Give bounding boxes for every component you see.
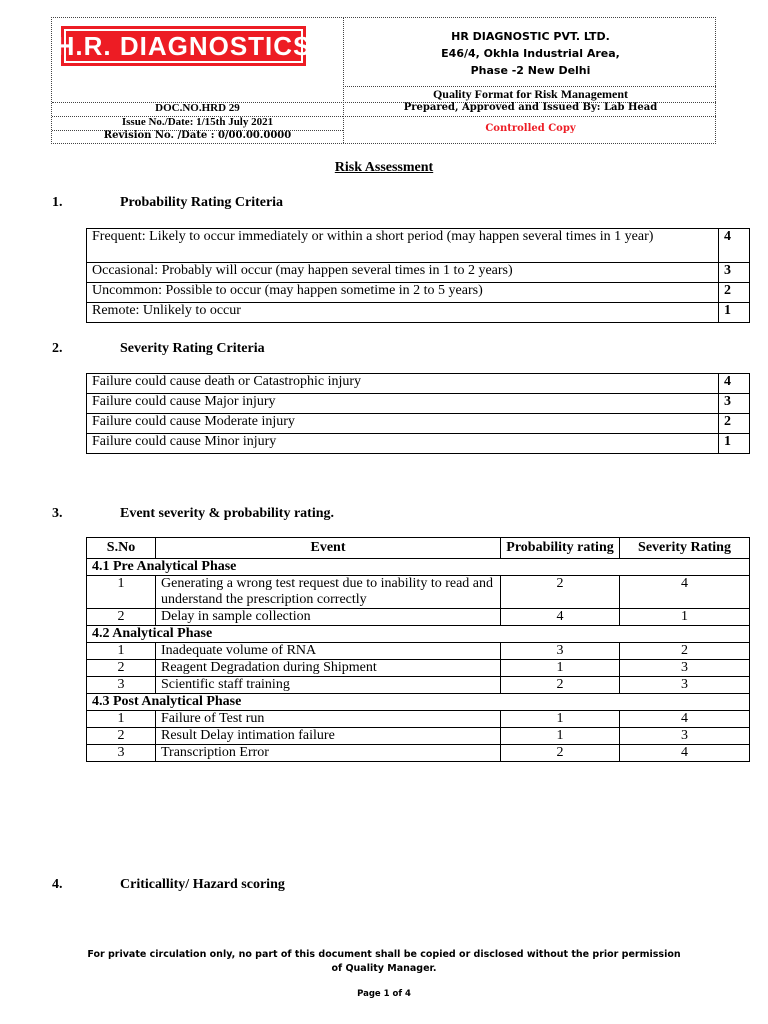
criteria-rating: 4	[719, 229, 750, 263]
event-rating-table	[86, 537, 750, 762]
event-probability: 1	[501, 728, 620, 745]
column-header: S.No	[87, 538, 156, 559]
document-header	[51, 17, 716, 144]
event-sno: 1	[87, 643, 156, 660]
table-header-row	[87, 538, 750, 559]
table-row	[87, 263, 750, 283]
address-line-2: Phase -2 New Delhi	[470, 64, 591, 77]
table-row	[87, 303, 750, 323]
table-row	[87, 394, 750, 414]
event-name: Failure of Test run	[156, 711, 501, 728]
revision-number: Revision No. /Date : 0/00.00.0000	[103, 130, 292, 141]
event-severity: 2	[620, 643, 750, 660]
table-row	[87, 745, 750, 762]
logo-text: H.R. DIAGNOSTICS	[64, 29, 303, 63]
phase-name: 4.3 Post Analytical Phase	[87, 694, 750, 711]
event-severity: 3	[620, 677, 750, 694]
event-probability: 2	[501, 576, 620, 609]
confidentiality-notice	[80, 948, 688, 976]
section-number: 3.	[52, 506, 63, 521]
event-probability: 1	[501, 711, 620, 728]
table-row	[87, 711, 750, 728]
table-row	[87, 677, 750, 694]
phase-row	[87, 626, 750, 643]
format-title: Quality Format for Risk Management	[432, 87, 629, 101]
criteria-desc: Frequent: Likely to occur immediately or within a short period (may happen several times in 1 year)	[87, 229, 719, 263]
criteria-rating: 4	[719, 374, 750, 394]
table-row	[87, 229, 750, 263]
event-severity: 4	[620, 576, 750, 609]
event-sno: 2	[87, 728, 156, 745]
criteria-desc: Remote: Unlikely to occur	[87, 303, 719, 323]
phase-name: 4.2 Analytical Phase	[87, 626, 750, 643]
event-sno: 3	[87, 745, 156, 762]
criteria-desc: Failure could cause death or Catastrophic injury	[87, 374, 719, 394]
probability-criteria-table	[86, 228, 750, 323]
table-row	[87, 660, 750, 677]
page-number: Page 1 of 4	[357, 989, 411, 999]
column-header: Event	[156, 538, 501, 559]
event-name: Scientific staff training	[156, 677, 501, 694]
prepared-by: Prepared, Approved and Issued By: Lab Head	[403, 102, 658, 113]
event-name: Reagent Degradation during Shipment	[156, 660, 501, 677]
event-severity: 3	[620, 660, 750, 677]
event-sno: 1	[87, 576, 156, 609]
event-sno: 3	[87, 677, 156, 694]
event-name: Generating a wrong test request due to inability to read and understand the prescription correctly	[156, 576, 501, 609]
criteria-desc: Failure could cause Minor injury	[87, 434, 719, 454]
event-severity: 1	[620, 609, 750, 626]
criteria-rating: 1	[719, 434, 750, 454]
header-divider	[343, 116, 716, 117]
event-probability: 4	[501, 609, 620, 626]
criteria-desc: Uncommon: Possible to occur (may happen sometime in 2 to 5 years)	[87, 283, 719, 303]
company-logo	[55, 26, 312, 66]
criteria-rating: 2	[719, 283, 750, 303]
table-row	[87, 728, 750, 745]
event-name: Transcription Error	[156, 745, 501, 762]
phase-name: 4.1 Pre Analytical Phase	[87, 559, 750, 576]
criteria-rating: 3	[719, 263, 750, 283]
table-row	[87, 643, 750, 660]
event-probability: 3	[501, 643, 620, 660]
section-number: 2.	[52, 341, 63, 356]
event-name: Delay in sample collection	[156, 609, 501, 626]
event-probability: 2	[501, 745, 620, 762]
phase-row	[87, 559, 750, 576]
event-severity: 4	[620, 745, 750, 762]
event-sno: 2	[87, 660, 156, 677]
section-number: 4.	[52, 877, 63, 892]
severity-criteria-table	[86, 373, 750, 454]
issue-number: Issue No./Date: 1/15th July 2021	[121, 116, 274, 128]
table-row	[87, 374, 750, 394]
criteria-desc: Failure could cause Major injury	[87, 394, 719, 414]
phase-row	[87, 694, 750, 711]
page-title: Risk Assessment	[334, 160, 434, 175]
address-line-1: E46/4, Okhla Industrial Area,	[441, 47, 620, 60]
criteria-rating: 2	[719, 414, 750, 434]
table-row	[87, 414, 750, 434]
table-row	[87, 576, 750, 609]
criteria-desc: Occasional: Probably will occur (may happen several times in 1 to 2 years)	[87, 263, 719, 283]
event-probability: 2	[501, 677, 620, 694]
event-name: Inadequate volume of RNA	[156, 643, 501, 660]
criteria-rating: 3	[719, 394, 750, 414]
footer-line-2: of Quality Manager.	[331, 963, 437, 974]
column-header: Probability rating	[501, 538, 620, 559]
event-severity: 3	[620, 728, 750, 745]
section-number: 1.	[52, 195, 63, 210]
event-name: Result Delay intimation failure	[156, 728, 501, 745]
section-title: Event severity & probability rating.	[120, 506, 335, 521]
company-name: HR DIAGNOSTIC PVT. LTD.	[451, 30, 610, 43]
section-title: Probability Rating Criteria	[120, 195, 284, 210]
event-severity: 4	[620, 711, 750, 728]
event-probability: 1	[501, 660, 620, 677]
event-sno: 1	[87, 711, 156, 728]
footer-line-1: For private circulation only, no part of this document shall be copied or disclosed without the prior permission	[87, 949, 681, 960]
event-sno: 2	[87, 609, 156, 626]
table-row	[87, 283, 750, 303]
column-header: Severity Rating	[620, 538, 750, 559]
table-row	[87, 434, 750, 454]
doc-number: DOC.NO.HRD 29	[155, 102, 240, 114]
table-row	[87, 609, 750, 626]
controlled-copy-label: Controlled Copy	[485, 123, 576, 134]
section-title: Severity Rating Criteria	[120, 341, 265, 356]
criteria-desc: Failure could cause Moderate injury	[87, 414, 719, 434]
section-title: Criticallity/ Hazard scoring	[120, 877, 285, 892]
criteria-rating: 1	[719, 303, 750, 323]
